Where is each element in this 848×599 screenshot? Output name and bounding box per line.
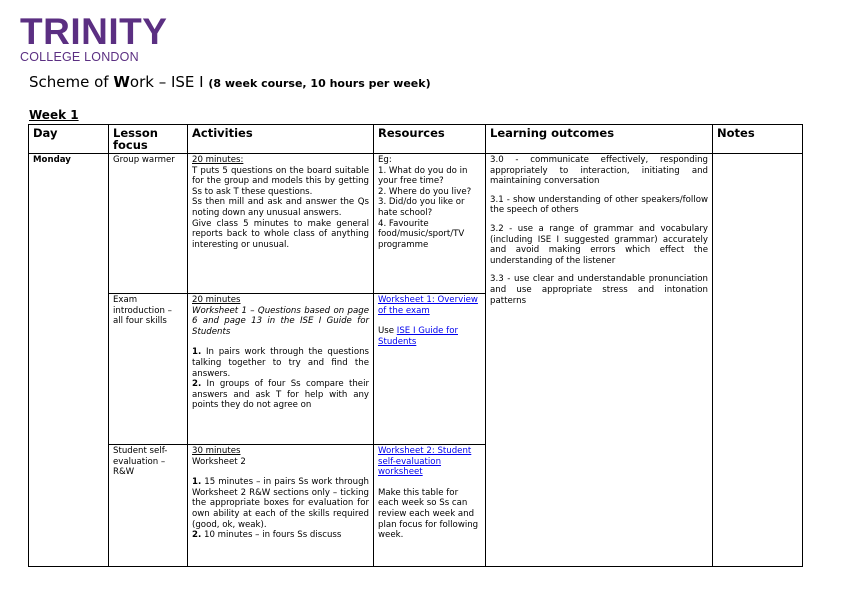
step-number: 2. — [192, 530, 202, 541]
title-bold-letter: W — [113, 73, 130, 91]
activity-step — [192, 530, 369, 541]
header-learning-outcomes: Learning outcomes — [486, 125, 713, 154]
worksheet-1-link[interactable]: Worksheet 1: Overview of the exam — [378, 295, 478, 316]
worksheet-2-link[interactable]: Worksheet 2: Student self-evaluation worksheet — [378, 446, 472, 478]
notes-cell — [713, 154, 803, 567]
step-number: 1. — [192, 347, 202, 358]
resource-line: Eg: — [378, 155, 392, 165]
trinity-logo — [20, 11, 168, 64]
activities-cell — [188, 294, 374, 445]
activity-line: Ss then mill and ask and answer the Qs noting down any unusual answers. — [192, 197, 369, 218]
resource-line: 2. Where do you live? — [378, 186, 472, 197]
title-subtitle: (8 week course, 10 hours per week) — [208, 77, 431, 90]
week-heading: Week 1 — [29, 108, 79, 122]
step-text: In groups of four Ss compare their answers and ask T for help with any points they do not agree on — [192, 379, 369, 411]
focus-cell: Student self-evaluation – R&W — [109, 445, 188, 567]
resource-note: Make this table for each week so Ss can review each week and plan focus for following week. — [378, 487, 479, 541]
title-rest: ork – ISE I — [129, 73, 209, 91]
resource-line: 3. Did/do you like or hate school? — [378, 197, 465, 218]
activity-step — [192, 379, 369, 411]
activity-worksheet: Worksheet 2 — [192, 456, 246, 467]
step-text: 15 minutes – in pairs Ss work through Worksheet 2 R&W sections only – ticking the appropriate boxes for evaluation for own ability at each of the skills required (good, ok, weak). — [192, 477, 369, 530]
learning-outcomes-cell — [486, 154, 713, 567]
page-title — [29, 73, 431, 91]
table-row — [29, 154, 803, 294]
header-notes: Notes — [713, 125, 803, 154]
step-text: In pairs work through the questions talking together to try and find the answers. — [192, 347, 369, 379]
day-cell: Monday — [29, 154, 109, 567]
ise-guide-link[interactable]: ISE I Guide for Students — [378, 326, 458, 347]
resources-cell — [374, 294, 486, 445]
activity-time: 30 minutes — [192, 446, 241, 456]
activity-time: 20 minutes: — [192, 155, 244, 165]
resource-use-label: Use — [378, 326, 397, 337]
activity-step — [192, 347, 369, 379]
learning-outcome: 3.0 - communicate effectively, responding appropriately to interaction, initiating and maintaining conversation — [490, 155, 708, 187]
activity-worksheet: Worksheet 1 – Questions based on page 6 and page 13 in the ISE I Guide for Students — [192, 305, 369, 337]
activities-cell — [188, 154, 374, 294]
learning-outcome: 3.1 - show understanding of other speakers/follow the speech of others — [490, 194, 708, 216]
focus-cell: Group warmer — [109, 154, 188, 294]
activity-step — [192, 477, 369, 530]
focus-cell: Exam introduction – all four skills — [109, 294, 188, 445]
step-number: 2. — [192, 379, 202, 390]
step-number: 1. — [192, 477, 202, 488]
activity-line: T puts 5 questions on the board suitable for the group and models this by getting Ss to ask T these questions. — [192, 165, 369, 197]
logo-wordmark: TRINITY — [20, 11, 168, 52]
resources-cell — [374, 445, 486, 567]
learning-outcome: 3.2 - use a range of grammar and vocabulary (including ISE I suggested grammar) accurately and avoid making errors which effect the understanding of the listener — [490, 223, 708, 266]
header-lesson-focus: Lesson focus — [109, 125, 188, 154]
activity-line: Give class 5 minutes to make general reports back to whole class of anything interesting or unusual. — [192, 218, 369, 250]
header-day: Day — [29, 125, 109, 154]
resource-line: 1. What do you do in your free time? — [378, 165, 468, 187]
learning-outcome: 3.3 - use clear and understandable pronunciation and use appropriate stress and intonation patterns — [490, 274, 708, 306]
activity-time: 20 minutes — [192, 295, 241, 305]
resource-line: 4. Favourite food/music/sport/TV programme — [378, 218, 465, 250]
title-main: Scheme of — [29, 73, 114, 91]
scheme-table — [28, 124, 803, 567]
step-text: 10 minutes – in fours Ss discuss — [201, 530, 342, 541]
header-activities: Activities — [188, 125, 374, 154]
header-resources: Resources — [374, 125, 486, 154]
table-header-row — [29, 125, 803, 154]
resources-cell — [374, 154, 486, 294]
activities-cell — [188, 445, 374, 567]
logo-subtitle: COLLEGE LONDON — [20, 50, 139, 64]
